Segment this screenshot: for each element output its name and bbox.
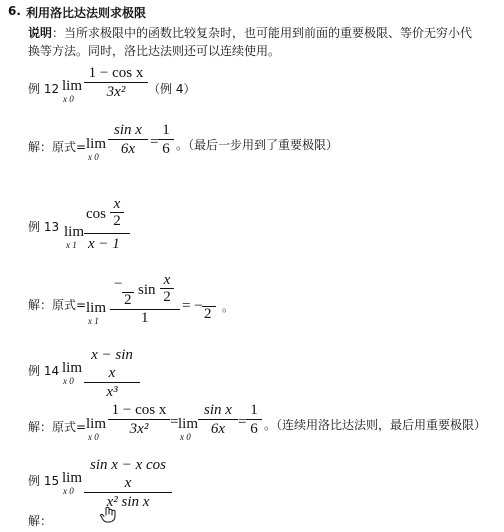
solution-13-small-den: 2	[124, 292, 132, 308]
section-title: 利用洛比达法则求极限	[26, 6, 147, 20]
solution-14-note: 。（连续用洛比达法则，最后用重要极限）	[264, 418, 487, 432]
solution-12-lim-sub: x 0	[88, 152, 99, 162]
solution-14-result-den: 6	[250, 421, 258, 437]
example-14-numerator: x − sin x	[91, 347, 133, 381]
solution-14-numerator-2: sin x	[204, 402, 232, 418]
example-15-label: 例 15	[28, 474, 60, 488]
example-12-numerator: 1 − cos x	[88, 65, 144, 81]
example-13-label: 例 13	[28, 220, 60, 234]
example-13-denominator: x − 1	[88, 236, 120, 252]
solution-13-inner-num: x	[163, 272, 171, 288]
example-12-denominator: 3x²	[106, 84, 126, 100]
example-15-lim-sub: x 0	[63, 486, 74, 496]
example-12-lim-sub: x 0	[63, 94, 74, 104]
solution-12-label: 解：原式=	[28, 140, 87, 154]
example-15-lim: lim	[62, 470, 83, 486]
solution-14-lim-2-sub: x 0	[180, 432, 191, 442]
example-14-fraction	[84, 346, 140, 401]
solution-14-label: 解：原式=	[28, 420, 87, 434]
example-15-fraction	[84, 456, 172, 511]
note-line-1: ：当所求极限中的函数比较复杂时，也可能用到前面的重要极限、等价无穷小代	[52, 26, 473, 40]
solution-13-fraction	[110, 272, 182, 332]
solution-12-note: 。（最后一步用到了重要极限）	[176, 138, 339, 152]
solution-14-lim-1-sub: x 0	[88, 432, 99, 442]
solution-12-result	[158, 121, 174, 158]
solution-13-minus: −	[114, 276, 123, 292]
solution-14-equals-1: =	[170, 414, 179, 430]
example-12-fraction	[84, 64, 148, 101]
example-15-denominator: x² sin x	[106, 494, 150, 510]
example-15-numerator: sin x − x cos x	[90, 457, 166, 491]
solution-13-label: 解：原式=	[28, 298, 87, 312]
solution-14-equals-2: =	[238, 414, 247, 430]
solution-14-denominator-2: 6x	[210, 421, 226, 437]
example-13-lim-sub: x 1	[66, 240, 77, 250]
solution-14-numerator-1: 1 − cos x	[111, 402, 167, 418]
solution-13-end: 。	[222, 300, 235, 314]
solution-14-result	[246, 401, 262, 438]
example-13-fraction	[84, 196, 132, 256]
section-number: 6.	[8, 4, 21, 18]
example-13-inner-num: x	[113, 196, 121, 212]
example-12-lim: lim	[62, 78, 83, 94]
solution-12-numerator: sin x	[114, 122, 142, 138]
note-line-2: 换等方法。同时，洛比达法则还可以连续使用。	[28, 44, 281, 58]
example-12-label: 例 12	[28, 82, 60, 96]
solution-12-lim: lim	[86, 136, 107, 152]
example-14-lim-sub: x 0	[63, 376, 74, 386]
solution-13-inner-den: 2	[163, 289, 171, 305]
solution-14-denominator-1: 3x²	[129, 421, 149, 437]
solution-14-result-num: 1	[250, 402, 258, 418]
solution-12-result-num: 1	[162, 122, 170, 138]
hand-cursor-icon	[100, 505, 118, 523]
solution-13-denominator: 1	[141, 310, 149, 326]
solution-14-fraction-1	[108, 401, 170, 438]
solution-13-equals: = −	[182, 298, 203, 314]
solution-12-fraction	[108, 121, 148, 158]
example-12-tag: （例 4）	[148, 82, 196, 96]
solution-12-denominator: 6x	[120, 141, 136, 157]
solution-12-result-den: 6	[162, 141, 170, 157]
example-14-denominator: x³	[106, 384, 118, 400]
example-13-cos: cos	[86, 206, 106, 222]
example-13-inner-den: 2	[113, 213, 121, 229]
solution-13-result-den: 2	[204, 306, 212, 322]
solution-14-lim-2: lim	[178, 416, 199, 432]
solution-13-lim: lim	[86, 300, 107, 316]
solution-13-lim-sub: x 1	[88, 316, 99, 326]
example-14-label: 例 14	[28, 364, 60, 378]
example-14-lim: lim	[62, 360, 83, 376]
example-13-fraction-bar	[84, 233, 130, 234]
solution-15-label: 解：	[28, 514, 53, 528]
solution-12-equals: =	[150, 134, 159, 150]
solution-13-inner-fraction	[160, 272, 174, 305]
solution-14-lim-1: lim	[86, 416, 107, 432]
note-label: 说明	[28, 26, 53, 40]
example-13-lim: lim	[64, 224, 85, 240]
solution-13-sin: sin	[138, 282, 156, 298]
example-13-inner-fraction	[110, 196, 124, 229]
solution-14-fraction-2	[198, 401, 238, 438]
